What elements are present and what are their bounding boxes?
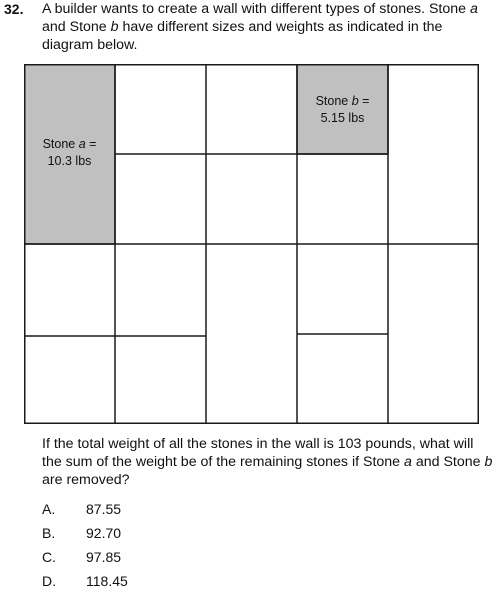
choice-letter: D.	[42, 573, 56, 589]
choice-value: 92.70	[86, 525, 122, 541]
stone-a-weight: 10.3 lbs	[47, 154, 92, 168]
question-stem: A builder wants to create a wall with different types of stones. Stone a and Stone b have different sizes and weights as indicated in the diagram below.	[42, 1, 478, 53]
stone-wall-diagram	[24, 64, 479, 424]
question-number: 32.	[4, 1, 24, 17]
wall-grid	[24, 64, 479, 424]
answer-choices	[42, 500, 128, 596]
choice-value: 97.85	[86, 549, 122, 565]
choice-b[interactable]	[42, 524, 128, 548]
choice-c[interactable]	[42, 548, 128, 572]
choice-letter: A.	[42, 501, 56, 517]
question-prompt: If the total weight of all the stones in the wall is 103 pounds, what will the sum of the weight be of the remaining stones if Stone a and Stone b are removed?	[42, 436, 493, 488]
choice-value: 87.55	[86, 501, 122, 517]
choice-value: 118.45	[86, 573, 128, 589]
choice-letter: B.	[42, 525, 56, 541]
choice-letter: C.	[42, 549, 56, 565]
stone-b-label: Stone b = 5.15 lbs	[297, 93, 388, 127]
stone-a-label: Stone a = 10.3 lbs	[24, 136, 115, 170]
choice-a[interactable]	[42, 500, 128, 524]
choice-d[interactable]	[42, 572, 128, 596]
stone-b-weight: 5.15 lbs	[320, 111, 365, 125]
